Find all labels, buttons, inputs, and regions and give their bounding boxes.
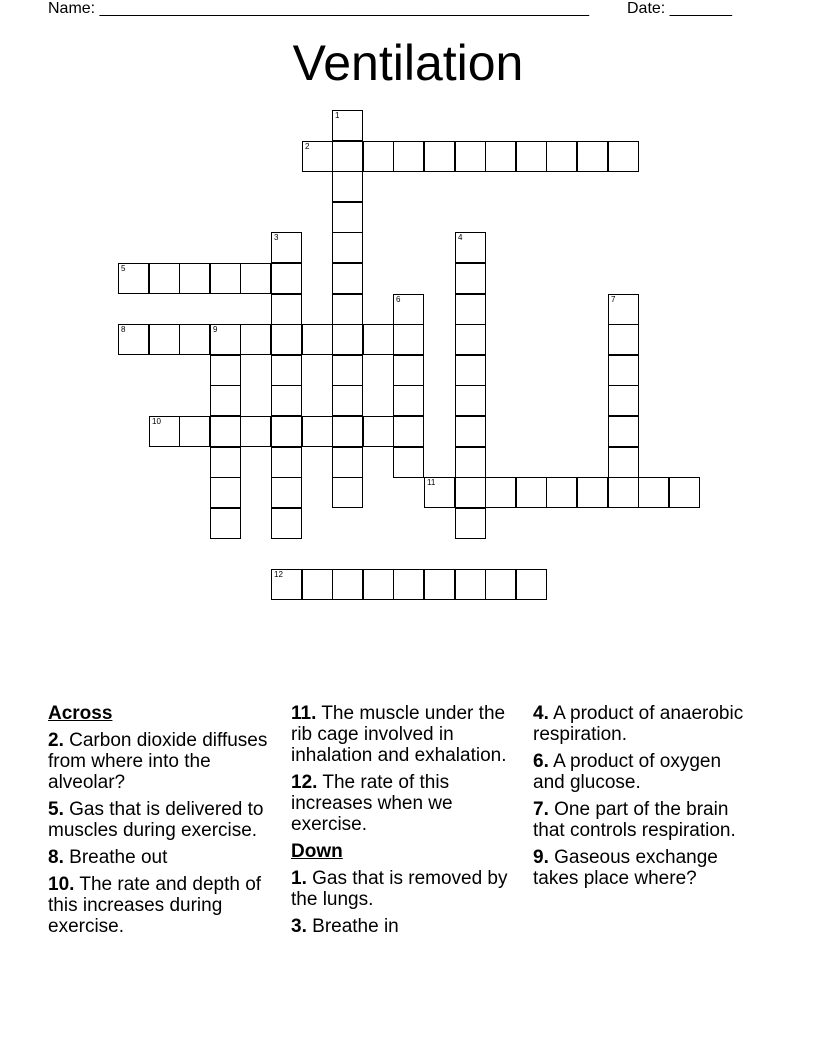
clue-text: The rate of this increases when we exercise. <box>291 772 453 835</box>
crossword-cell[interactable] <box>271 294 302 325</box>
clue-number: 11. <box>291 703 317 724</box>
clue-text: A product of anaerobic respiration. <box>533 703 744 745</box>
crossword-cell[interactable] <box>608 447 639 478</box>
crossword-cell[interactable] <box>332 202 363 233</box>
clue-text: The rate and depth of this increases during exercise. <box>48 874 262 937</box>
crossword-cell[interactable] <box>149 416 180 447</box>
crossword-cell[interactable] <box>455 416 486 447</box>
crossword-cell[interactable] <box>332 355 363 386</box>
crossword-cell[interactable] <box>271 447 302 478</box>
crossword-cell[interactable] <box>455 569 486 600</box>
clue-across-12 <box>291 772 523 835</box>
cell-number: 6 <box>396 295 401 304</box>
crossword-cell[interactable] <box>210 447 241 478</box>
clue-number: 2. <box>48 730 64 751</box>
clue-down-3 <box>291 916 523 937</box>
clue-across-8 <box>48 847 282 868</box>
clue-down-4 <box>533 703 755 745</box>
cell-number: 1 <box>335 111 340 120</box>
clues-column-1 <box>48 703 282 943</box>
across-heading: Across <box>48 703 113 724</box>
crossword-cell[interactable] <box>485 569 516 600</box>
crossword-cell[interactable] <box>516 141 547 172</box>
clue-number: 3. <box>291 916 307 937</box>
crossword-cell[interactable] <box>332 232 363 263</box>
crossword-cell[interactable] <box>455 294 486 325</box>
crossword-cell[interactable] <box>332 477 363 508</box>
crossword-cell[interactable] <box>455 324 486 355</box>
crossword-cell[interactable] <box>424 569 455 600</box>
clue-down-7 <box>533 799 755 841</box>
clue-number: 9. <box>533 847 549 868</box>
crossword-cell[interactable] <box>393 141 424 172</box>
clue-text: A product of oxygen and glucose. <box>533 751 722 793</box>
crossword-cell[interactable] <box>210 508 241 539</box>
crossword-cell[interactable] <box>302 141 333 172</box>
cell-number: 2 <box>305 142 310 151</box>
clue-number: 1. <box>291 868 307 889</box>
crossword-cell[interactable] <box>302 324 333 355</box>
crossword-cell[interactable] <box>608 355 639 386</box>
crossword-cell[interactable] <box>363 324 394 355</box>
crossword-cell[interactable] <box>332 324 363 355</box>
crossword-cell[interactable] <box>240 263 271 294</box>
crossword-cell[interactable] <box>179 263 210 294</box>
crossword-cell[interactable] <box>608 416 639 447</box>
clue-number: 12. <box>291 772 318 793</box>
crossword-cell[interactable] <box>271 569 302 600</box>
clue-down-9 <box>533 847 755 889</box>
crossword-cell[interactable] <box>118 263 149 294</box>
name-field-label: Name: _______________________________________________________ <box>48 0 589 17</box>
cell-number: 5 <box>121 264 126 273</box>
clue-number: 5. <box>48 799 64 820</box>
crossword-cell[interactable] <box>332 569 363 600</box>
clue-across-11 <box>291 703 523 766</box>
crossword-cell[interactable] <box>302 416 333 447</box>
crossword-cell[interactable] <box>455 385 486 416</box>
crossword-cell[interactable] <box>271 385 302 416</box>
clue-number: 7. <box>533 799 549 820</box>
crossword-cell[interactable] <box>455 477 486 508</box>
clue-number: 4. <box>533 703 549 724</box>
date-field-label: Date: _______ <box>627 0 732 17</box>
crossword-cell[interactable] <box>363 141 394 172</box>
crossword-cell[interactable] <box>424 141 455 172</box>
crossword-cell[interactable] <box>516 569 547 600</box>
crossword-cell[interactable] <box>608 141 639 172</box>
crossword-cell[interactable] <box>210 416 241 447</box>
clue-number: 6. <box>533 751 549 772</box>
crossword-cell[interactable] <box>210 355 241 386</box>
crossword-cell[interactable] <box>485 141 516 172</box>
crossword-cell[interactable] <box>363 416 394 447</box>
crossword-cell[interactable] <box>455 355 486 386</box>
crossword-cell[interactable] <box>608 385 639 416</box>
crossword-cell[interactable] <box>393 355 424 386</box>
crossword-cell[interactable] <box>271 263 302 294</box>
crossword-cell[interactable] <box>546 477 577 508</box>
crossword-cell[interactable] <box>546 141 577 172</box>
cell-number: 9 <box>213 325 218 334</box>
crossword-cell[interactable] <box>118 324 149 355</box>
crossword-cell[interactable] <box>455 263 486 294</box>
crossword-cell[interactable] <box>332 294 363 325</box>
crossword-cell[interactable] <box>393 416 424 447</box>
crossword-cell[interactable] <box>271 232 302 263</box>
crossword-cell[interactable] <box>332 263 363 294</box>
clue-text: Breathe in <box>312 916 399 937</box>
crossword-cell[interactable] <box>455 141 486 172</box>
crossword-cell[interactable] <box>302 569 333 600</box>
crossword-cell[interactable] <box>179 324 210 355</box>
crossword-cell[interactable] <box>332 447 363 478</box>
clue-text: Gas that is removed by the lungs. <box>291 868 508 910</box>
crossword-cell[interactable] <box>271 416 302 447</box>
crossword-cell[interactable] <box>332 141 363 172</box>
clue-text: The muscle under the rib cage involved in inhalation and exhalation. <box>291 703 507 766</box>
crossword-cell[interactable] <box>393 324 424 355</box>
clues-column-2 <box>291 703 523 943</box>
crossword-cell[interactable] <box>332 110 363 141</box>
crossword-cell[interactable] <box>210 477 241 508</box>
cell-number: 4 <box>458 233 463 242</box>
crossword-cell[interactable] <box>669 477 700 508</box>
clue-across-2 <box>48 730 282 793</box>
crossword-cell[interactable] <box>210 263 241 294</box>
cell-number: 3 <box>274 233 279 242</box>
crossword-cell[interactable] <box>271 324 302 355</box>
cell-number: 10 <box>152 417 161 426</box>
clue-across-10 <box>48 874 282 937</box>
crossword-cell[interactable] <box>393 385 424 416</box>
clues-column-3 <box>533 703 755 895</box>
crossword-cell[interactable] <box>240 324 271 355</box>
crossword-cell[interactable] <box>393 294 424 325</box>
crossword-cell[interactable] <box>393 569 424 600</box>
clue-text: Gaseous exchange takes place where? <box>533 847 718 889</box>
crossword-cell[interactable] <box>332 171 363 202</box>
crossword-cell[interactable] <box>424 477 455 508</box>
crossword-cell[interactable] <box>516 477 547 508</box>
crossword-cell[interactable] <box>240 416 271 447</box>
crossword-cell[interactable] <box>271 477 302 508</box>
cell-number: 7 <box>611 295 616 304</box>
crossword-cell[interactable] <box>393 447 424 478</box>
page-title: Ventilation <box>292 35 524 91</box>
cell-number: 12 <box>274 570 283 579</box>
down-heading: Down <box>291 841 343 862</box>
clue-across-5 <box>48 799 282 841</box>
crossword-cell[interactable] <box>608 324 639 355</box>
crossword-cell[interactable] <box>179 416 210 447</box>
crossword-cell[interactable] <box>608 477 639 508</box>
crossword-cell[interactable] <box>455 232 486 263</box>
crossword-cell[interactable] <box>271 355 302 386</box>
clue-text: Carbon dioxide diffuses from where into the alveolar? <box>48 730 268 793</box>
crossword-cell[interactable] <box>210 385 241 416</box>
clue-down-6 <box>533 751 755 793</box>
crossword-cell[interactable] <box>608 294 639 325</box>
crossword-cell[interactable] <box>455 447 486 478</box>
clue-number: 10. <box>48 874 75 895</box>
crossword-cell[interactable] <box>638 477 669 508</box>
cell-number: 8 <box>121 325 126 334</box>
clue-text: One part of the brain that controls respiration. <box>533 799 736 841</box>
clue-text: Gas that is delivered to muscles during exercise. <box>48 799 264 841</box>
crossword-cell[interactable] <box>577 477 608 508</box>
clue-down-1 <box>291 868 523 910</box>
crossword-cell[interactable] <box>210 324 241 355</box>
crossword-cell[interactable] <box>271 508 302 539</box>
crossword-cell[interactable] <box>455 508 486 539</box>
crossword-cell[interactable] <box>485 477 516 508</box>
crossword-cell[interactable] <box>332 416 363 447</box>
crossword-cell[interactable] <box>332 385 363 416</box>
clue-text: Breathe out <box>69 847 168 868</box>
crossword-cell[interactable] <box>577 141 608 172</box>
clue-number: 8. <box>48 847 64 868</box>
crossword-cell[interactable] <box>149 263 180 294</box>
crossword-cell[interactable] <box>363 569 394 600</box>
cell-number: 11 <box>427 478 436 487</box>
crossword-cell[interactable] <box>149 324 180 355</box>
